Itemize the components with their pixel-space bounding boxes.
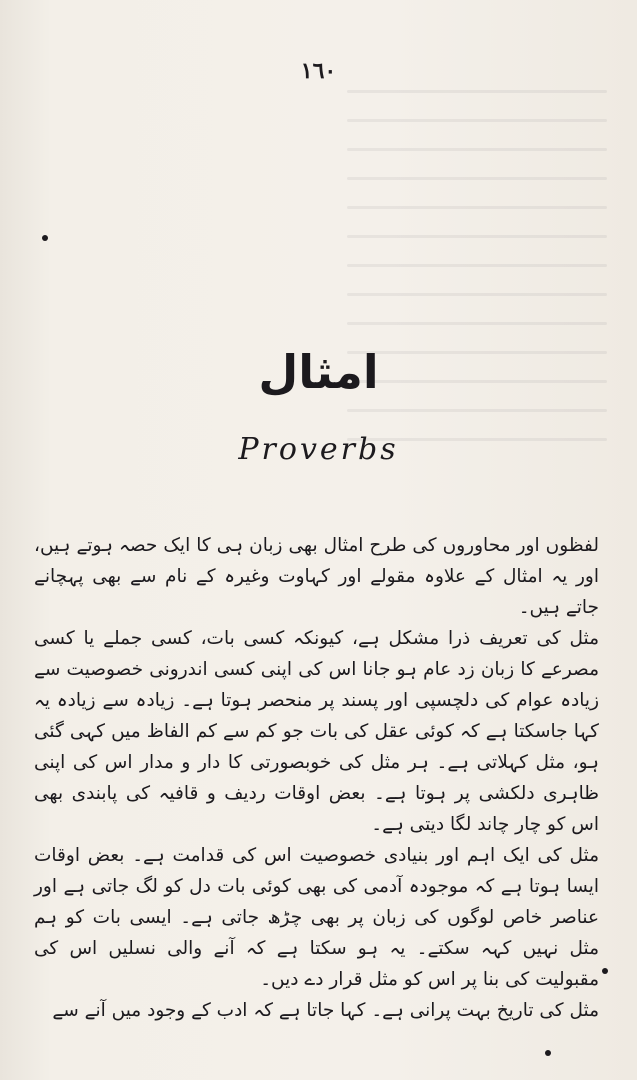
chapter-subtitle: Proverbs [238, 432, 399, 467]
chapter-title: امثال [258, 345, 379, 399]
ink-speck [545, 1050, 551, 1056]
page-number: ١٦٠ [300, 58, 337, 84]
paragraph: مثل کی ایک اہم اور بنیادی خصوصیت اس کی قدامت ہے۔ بعض اوقات ایسا ہوتا ہے کہ موجودہ آدمی کی بھی کوئی بات دل کو لگ جاتی ہے اور عناصر خاص لوگوں کی زبان پر بھی چڑھ جاتی ہے۔ ایسی بات کو ہم مثل نہیں کہہ سکتے۔ یہ ہو سکتا ہے کہ آنے والی نسلیں اس کی مقبولیت کی بنا پر اس کو مثل قرار دے دیں۔ [34, 845, 599, 990]
paragraph: مثل کی تاریخ بہت پرانی ہے۔ کہا جاتا ہے کہ ادب کے وجود میں آنے سے [52, 1000, 599, 1021]
ink-speck [42, 235, 48, 241]
ink-speck [602, 968, 608, 974]
paragraph: مثل کی تعریف ذرا مشکل ہے، کیونکہ کسی بات، کسی جملے یا کسی مصرعے کا زبان زد عام ہو جانا اس کی اپنی کسی اندرونی خصوصیت سے زیادہ عوام کی دلچسپی اور پسند پر منحصر ہوتا ہے۔ زیادہ سے زیادہ یہ کہا جاسکتا ہے کہ کوئی عقل کی بات جو کم سے کم الفاظ میں کہی گئی ہو، مثل کہلاتی ہے۔ ہر مثل کی خوبصورتی کا دار و مدار اس کی اپنی ظاہری دلکشی پر ہوتا ہے۔ بعض اوقات ردیف و قافیہ کی پابندی بھی اس کو چار چاند لگا دیتی ہے۔ [34, 628, 599, 835]
body-text [34, 530, 599, 1026]
paragraph: لفظوں اور محاوروں کی طرح امثال بھی زبان ہی کا ایک حصہ ہوتے ہیں، اور یہ امثال کے علاوہ مقولے اور کہاوت وغیرہ کے نام سے بھی پہچانے جاتے ہیں۔ [34, 535, 599, 618]
